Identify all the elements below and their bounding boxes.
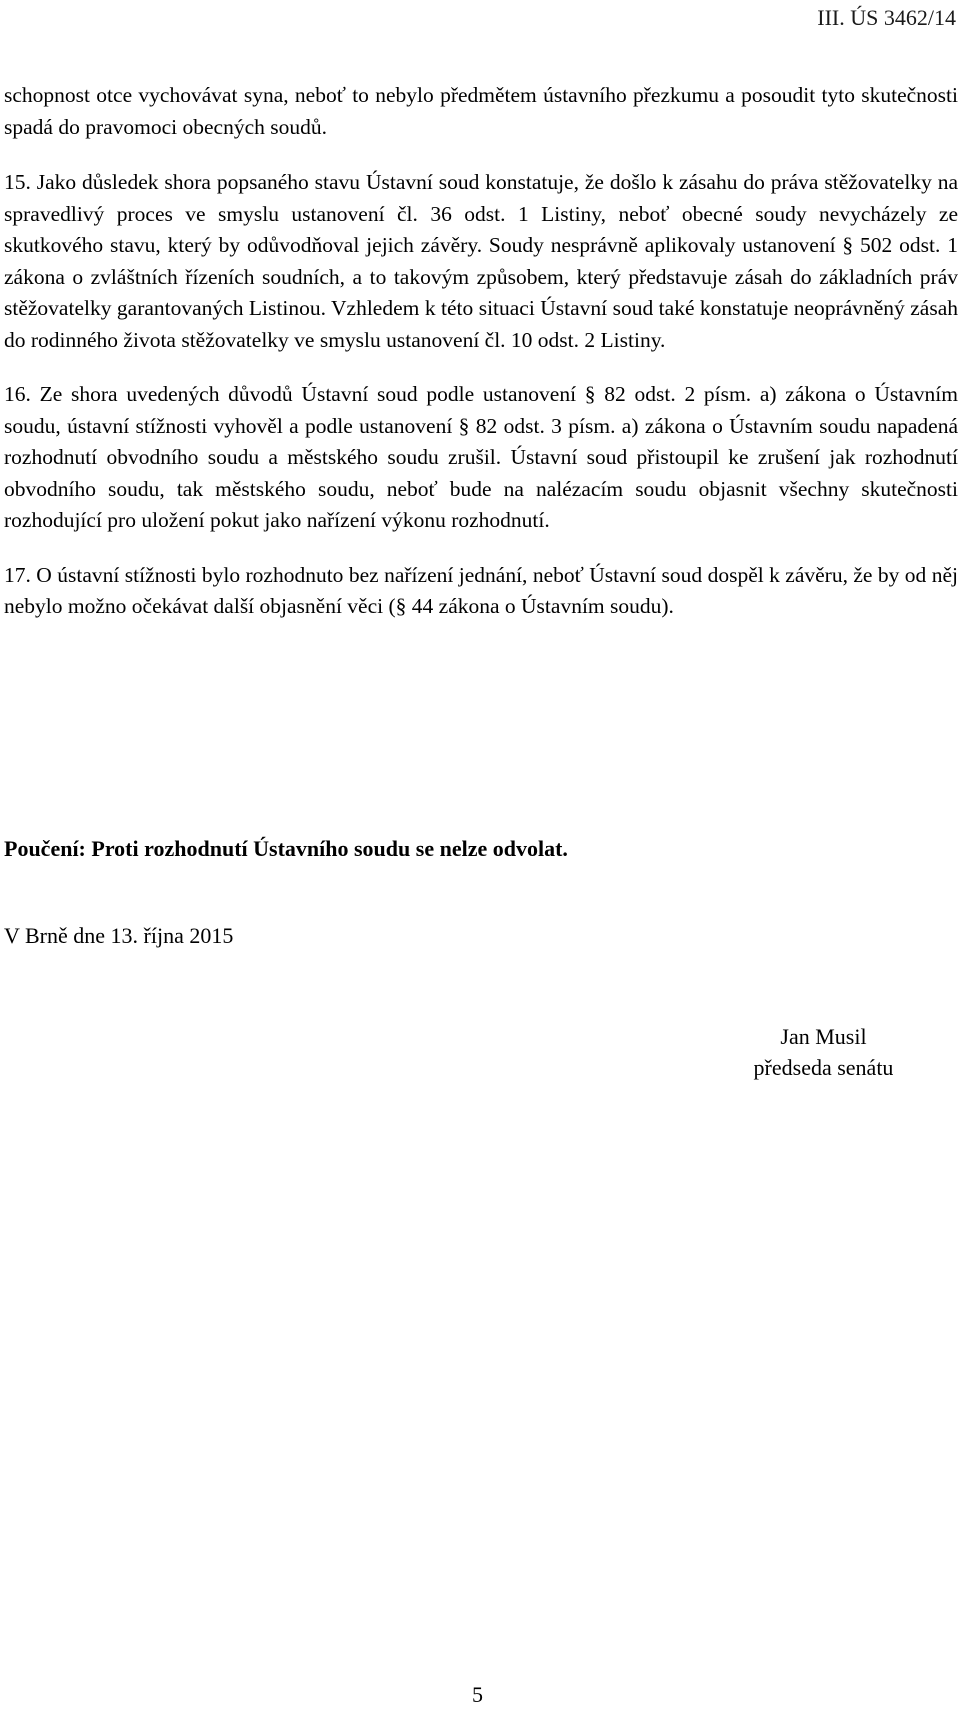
- case-number-header: III. ÚS 3462/14: [817, 5, 956, 30]
- paragraph-15: 15. Jako důsledek shora popsaného stavu Ústavní soud konstatuje, že došlo k zásahu do práva stěžovatelky na spravedlivý proces ve smyslu ustanovení čl. 36 odst. 1 Listiny, neboť obecné soudy nevycházely ze skutkového stavu, který by odůvodňoval jejich závěry. Soudy nesprávně aplikovaly ustanovení § 502 odst. 1 zákona o zvláštních řízeních soudních, a to takovým způsobem, který představuje zásah do základních práv stěžovatelky garantovaných Listinou. Vzhledem k této situaci Ústavní soud také konstatuje neoprávněný zásah do rodinného života stěžovatelky ve smyslu ustanovení čl. 10 odst. 2 Listiny.: [4, 170, 958, 352]
- signature-block: [736, 1021, 911, 1083]
- place-and-date: V Brně dne 13. října 2015: [4, 923, 234, 948]
- signatory-title: předseda senátu: [753, 1055, 894, 1080]
- page-number: 5: [472, 1682, 483, 1707]
- document-body: [4, 80, 958, 646]
- appeal-notice: Poučení: Proti rozhodnutí Ústavního soudu se nelze odvolat.: [4, 836, 568, 861]
- paragraph-17: 17. O ústavní stížnosti bylo rozhodnuto bez nařízení jednání, neboť Ústavní soud dospěl k závěru, že by od něj nebylo možno očekávat další objasnění věci (§ 44 zákona o Ústavním soudu).: [4, 562, 958, 618]
- paragraph-16: 16. Ze shora uvedených důvodů Ústavní soud podle ustanovení § 82 odst. 2 písm. a) zákona o Ústavním soudu, ústavní stížnosti vyhověl a podle ustanovení § 82 odst. 3 písm. a) zákona o Ústavním soudu napadená rozhodnutí obvodního soudu a městského soudu zrušil. Ústavní soud přistoupil ke zrušení jak rozhodnutí obvodního soudu, tak městského soudu, neboť bude na nalézacím soudu objasnit všechny skutečnosti rozhodující pro uložení pokut jako nařízení výkonu rozhodnutí.: [4, 382, 958, 532]
- paragraph-continuation: schopnost otce vychovávat syna, neboť to nebylo předmětem ústavního přezkumu a posoudit tyto skutečnosti spadá do pravomoci obecných soudů.: [4, 83, 958, 139]
- signatory-name: Jan Musil: [780, 1024, 867, 1049]
